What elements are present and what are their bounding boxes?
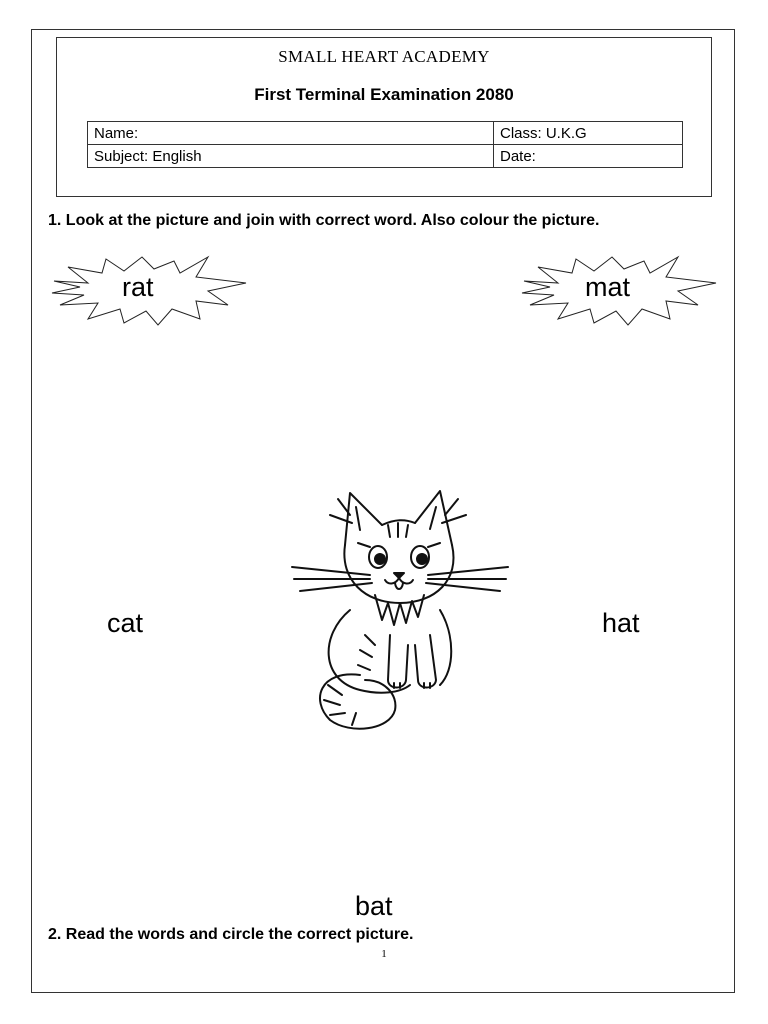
page-number: 1	[381, 948, 387, 960]
exam-header	[56, 37, 712, 197]
school-name: SMALL HEART ACADEMY	[278, 47, 490, 66]
exam-title: First Terminal Examination 2080	[254, 85, 514, 104]
question-1-text: 1. Look at the picture and join with correct word. Also colour the picture.	[48, 212, 600, 229]
cat-drawing-icon	[290, 485, 510, 735]
word-mat: mat	[585, 272, 631, 302]
class-cell: Class: U.K.G	[494, 122, 683, 145]
subject-cell: Subject: English	[88, 145, 494, 168]
word-cat: cat	[107, 608, 144, 638]
word-bat: bat	[355, 891, 393, 921]
question-2-text: 2. Read the words and circle the correct picture.	[48, 926, 414, 943]
name-cell: Name:	[88, 122, 494, 145]
date-cell: Date:	[494, 145, 683, 168]
word-rat: rat	[122, 272, 154, 302]
student-info-table	[87, 121, 683, 168]
word-hat: hat	[602, 608, 640, 638]
